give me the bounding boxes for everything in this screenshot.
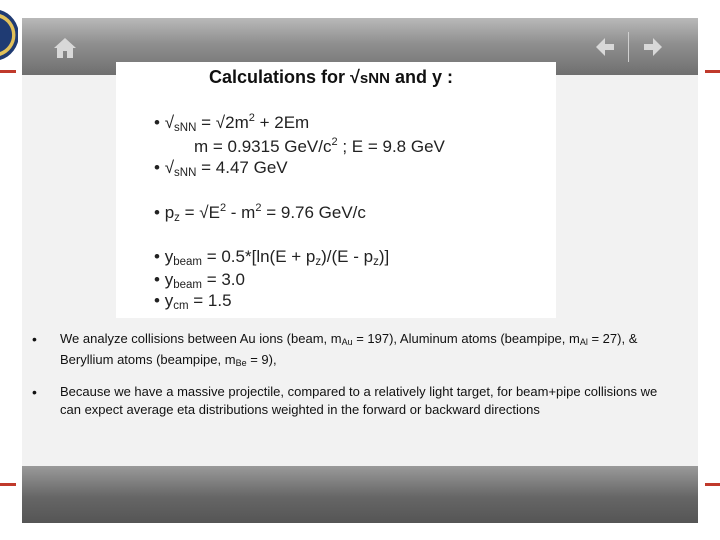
equation-ycm-value — [154, 291, 232, 312]
bullet-massive-projectile — [32, 383, 672, 419]
z-subscript: z — [174, 212, 180, 224]
p-symbol: p — [164, 203, 175, 222]
bullet-collisions — [32, 330, 672, 372]
arrow-right-icon[interactable] — [642, 36, 664, 58]
rhs-c: )] — [378, 247, 390, 266]
cm-subscript: cm — [173, 300, 189, 312]
snn-subscript: sNN — [174, 167, 197, 179]
text-c: = 27), & Beryllium atoms (beampipe, m — [60, 331, 638, 367]
equation-ybeam-value — [154, 270, 245, 291]
text: Because we have a massive projectile, compared to a relatively light target, for beam+pipe collisions we can expect average eta distributions weighted in the forward or backward directions — [60, 384, 658, 417]
equation-ybeam-formula — [154, 247, 389, 268]
title-snn: sNN — [359, 70, 390, 87]
beam-subscript: beam — [173, 256, 202, 268]
slide-title — [209, 67, 453, 88]
rhs: = 1.5 — [188, 291, 232, 310]
red-rule-top-right — [705, 70, 720, 73]
z-subscript: z — [315, 256, 322, 268]
beam-subscript: beam — [173, 279, 202, 291]
bullet-mark: • — [154, 113, 160, 132]
rhs-c: = 9.76 GeV/c — [261, 203, 366, 222]
university-seal-logo — [0, 8, 18, 62]
rhs-b: + 2Em — [254, 113, 310, 132]
rhs-a: = √E — [179, 203, 220, 222]
equation-sqrt-snn — [154, 112, 309, 134]
equation-mass-energy — [194, 136, 445, 157]
superscript: 2 — [331, 136, 338, 148]
snn-subscript: sNN — [174, 122, 197, 134]
superscript: 2 — [248, 112, 255, 124]
rhs-b: )/(E - p — [321, 247, 374, 266]
bullet-mark: • — [154, 203, 160, 222]
y-symbol: y — [164, 270, 174, 289]
bullet-mark: • — [154, 291, 160, 310]
nav-separator — [628, 32, 629, 62]
text-b: = 197), Aluminum atoms (beampipe, m — [352, 331, 580, 346]
y-symbol: y — [164, 291, 174, 310]
home-icon[interactable] — [52, 36, 78, 60]
equation-sqrt-snn-value — [154, 158, 288, 179]
superscript: 2 — [255, 202, 262, 214]
root-symbol: √ — [164, 113, 175, 132]
rhs-b: - m — [226, 203, 256, 222]
title-root: √ — [350, 67, 360, 87]
text-a: We analyze collisions between Au ions (beam, m — [60, 331, 342, 346]
rhs-a: = √2m — [196, 113, 249, 132]
title-prefix: Calculations for — [209, 67, 351, 87]
calculation-panel — [116, 62, 556, 318]
bullet-mark: • — [154, 247, 160, 266]
bottom-toolbar — [22, 466, 698, 523]
bullet-mark: • — [154, 158, 160, 177]
bullet-mark: • — [32, 384, 37, 400]
red-rule-top-left — [0, 70, 16, 73]
text-d: = 9), — [246, 352, 277, 367]
rhs: = 3.0 — [201, 270, 245, 289]
root-symbol: √ — [164, 158, 175, 177]
rhs-a: = 0.5*[ln(E + p — [201, 247, 316, 266]
bullet-mark: • — [32, 331, 37, 347]
equation-pz — [154, 202, 366, 224]
y-symbol: y — [164, 247, 174, 266]
z-subscript: z — [373, 256, 379, 268]
bullet-mark: • — [154, 270, 160, 289]
rhs: = 4.47 GeV — [196, 158, 288, 177]
title-suffix: and y : — [389, 67, 453, 87]
subscript-au: Au — [341, 337, 353, 347]
mass-text: m = 0.9315 GeV/c — [194, 137, 332, 156]
red-rule-bottom-right — [705, 483, 720, 486]
subscript-be: Be — [235, 358, 247, 368]
subscript-al: Al — [579, 337, 588, 347]
red-rule-bottom-left — [0, 483, 16, 486]
energy-text: ; E = 9.8 GeV — [337, 137, 445, 156]
arrow-left-icon[interactable] — [594, 36, 616, 58]
superscript: 2 — [219, 202, 227, 214]
